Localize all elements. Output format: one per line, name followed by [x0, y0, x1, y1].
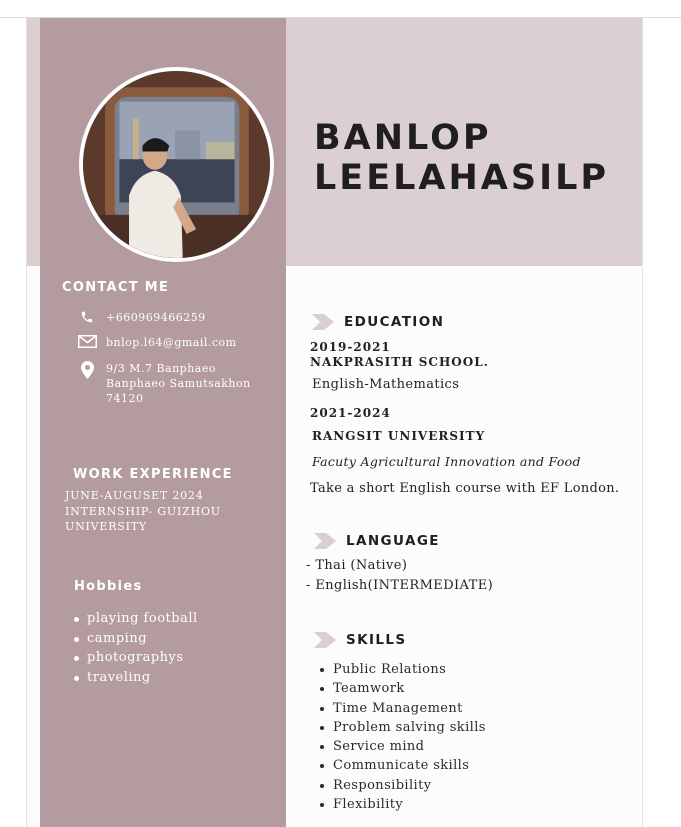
education-note: Take a short English course with EF London.	[310, 481, 620, 496]
chevron-right-icon	[312, 314, 334, 330]
language-item: - English(INTERMEDIATE)	[306, 578, 494, 593]
hobby-item: photographys	[72, 648, 198, 668]
phone-icon	[77, 310, 97, 326]
mail-icon	[77, 335, 97, 351]
hobby-item: traveling	[72, 668, 198, 688]
education-heading-label: EDUCATION	[344, 314, 445, 330]
education-school: NAKPRASITH SCHOOL.	[310, 355, 489, 369]
sidebar	[40, 18, 286, 827]
language-heading-label: LANGUAGE	[346, 533, 440, 549]
education-detail: English-Mathematics	[312, 377, 460, 392]
location-pin-icon	[77, 361, 97, 377]
profile-photo	[79, 67, 274, 262]
education-years: 2021-2024	[310, 406, 391, 420]
skill-item: Public Relations	[315, 660, 486, 679]
hobbies-heading: Hobbies	[74, 579, 143, 594]
skill-item: Responsibility	[315, 776, 486, 795]
phone-number[interactable]: +660969466259	[106, 311, 206, 324]
last-name: LEELAHASILP	[314, 158, 610, 198]
work-line: JUNE-AUGUSET 2024	[65, 489, 204, 502]
work-line: UNIVERSITY	[65, 520, 147, 533]
work-line: INTERNSHIP- GUIZHOU	[65, 504, 221, 518]
window-top-bar	[0, 0, 681, 18]
full-name	[314, 118, 609, 198]
education-heading	[312, 314, 444, 330]
contact-phone	[77, 310, 206, 326]
work-experience-text	[65, 488, 221, 535]
address-line: 9/3 M.7 Banphaeo	[106, 362, 216, 375]
skill-item: Service mind	[315, 737, 486, 756]
resume-page	[26, 18, 643, 827]
skills-heading	[314, 632, 407, 648]
skill-item: Teamwork	[315, 679, 486, 698]
first-name: BANLOP	[314, 118, 492, 158]
skill-item: Problem salving skills	[315, 718, 486, 737]
hobby-item: camping	[72, 629, 198, 649]
education-years: 2019-2021	[310, 340, 391, 354]
contact-email	[77, 335, 237, 351]
address-line: Banphaeo Samutsakhon	[106, 377, 251, 390]
education-detail: Facuty Agricultural Innovation and Food	[312, 454, 581, 469]
skill-item: Communicate skills	[315, 756, 486, 775]
hobbies-list	[72, 609, 198, 688]
skill-item: Time Management	[315, 699, 486, 718]
language-item: - Thai (Native)	[306, 558, 408, 573]
work-experience-heading: WORK EXPERIENCE	[73, 467, 233, 482]
skill-item: Flexibility	[315, 795, 486, 814]
skills-list	[315, 660, 486, 814]
contact-address	[77, 361, 251, 406]
chevron-right-icon	[314, 533, 336, 549]
education-school: RANGSIT UNIVERSITY	[312, 429, 486, 443]
email-address[interactable]: bnlop.l64@gmail.com	[106, 336, 237, 349]
contact-heading: CONTACT ME	[62, 280, 170, 295]
chevron-right-icon	[314, 632, 336, 648]
hobby-item: playing football	[72, 609, 198, 629]
skills-heading-label: SKILLS	[346, 632, 407, 648]
address-line: 74120	[106, 392, 144, 405]
language-heading	[314, 533, 440, 549]
